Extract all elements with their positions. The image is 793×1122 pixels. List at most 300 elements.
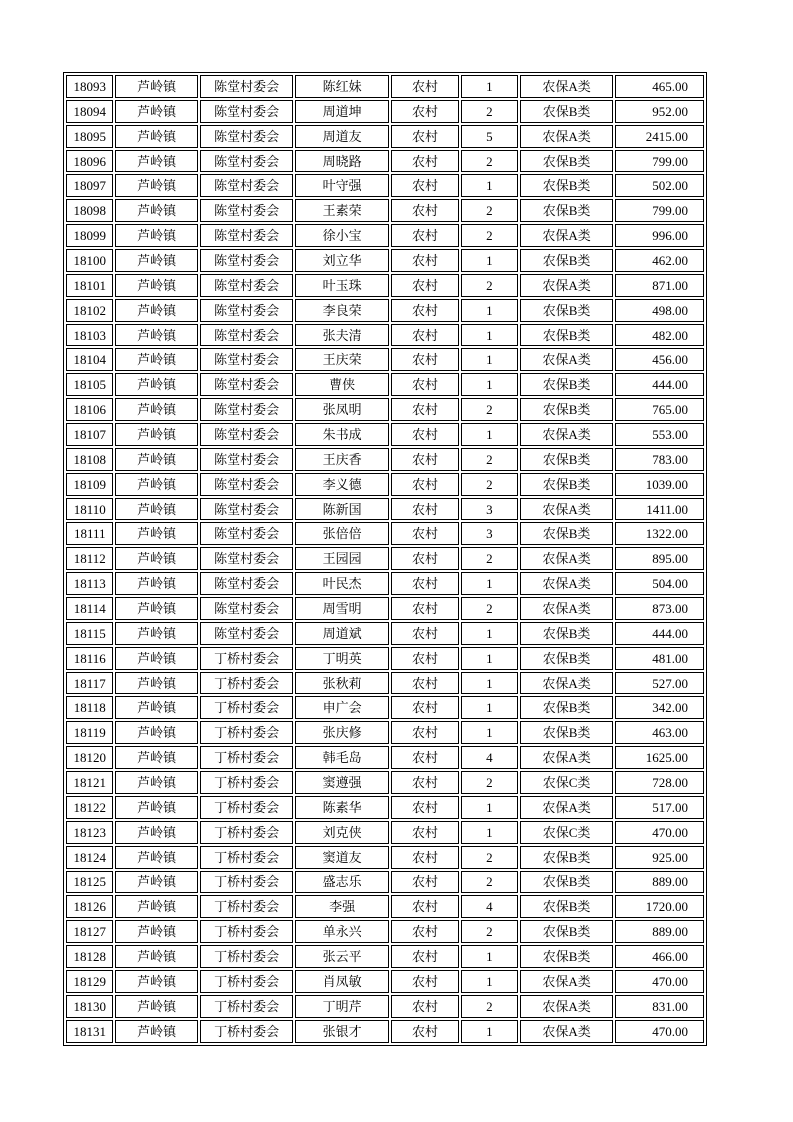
cell-amount: 895.00 (615, 547, 704, 570)
cell-insurance-category: 农保A类 (520, 498, 614, 521)
table-row (66, 1020, 704, 1043)
cell-name: 丁明芹 (295, 995, 389, 1018)
cell-serial-no: 18122 (66, 796, 113, 819)
cell-residence-type: 农村 (391, 871, 459, 894)
cell-town: 芦岭镇 (115, 224, 197, 247)
cell-town: 芦岭镇 (115, 423, 197, 446)
cell-amount: 466.00 (615, 945, 704, 968)
cell-insurance-category: 农保B类 (520, 647, 614, 670)
cell-insurance-category: 农保B类 (520, 696, 614, 719)
cell-insurance-category: 农保A类 (520, 995, 614, 1018)
table-row (66, 746, 704, 769)
cell-name: 刘立华 (295, 249, 389, 272)
cell-amount: 470.00 (615, 970, 704, 993)
cell-insurance-category: 农保A类 (520, 274, 614, 297)
cell-insurance-category: 农保B类 (520, 324, 614, 347)
cell-village-committee: 丁桥村委会 (200, 1020, 294, 1043)
cell-name: 朱书成 (295, 423, 389, 446)
cell-insurance-category: 农保B类 (520, 945, 614, 968)
cell-serial-no: 18125 (66, 871, 113, 894)
table-row (66, 125, 704, 148)
cell-town: 芦岭镇 (115, 274, 197, 297)
cell-village-committee: 陈堂村委会 (200, 348, 294, 371)
cell-person-count: 1 (461, 75, 518, 98)
cell-insurance-category: 农保B类 (520, 100, 614, 123)
cell-residence-type: 农村 (391, 721, 459, 744)
cell-town: 芦岭镇 (115, 522, 197, 545)
cell-name: 王庆荣 (295, 348, 389, 371)
table-row (66, 473, 704, 496)
cell-residence-type: 农村 (391, 696, 459, 719)
cell-insurance-category: 农保A类 (520, 224, 614, 247)
cell-amount: 527.00 (615, 672, 704, 695)
cell-village-committee: 陈堂村委会 (200, 224, 294, 247)
cell-amount: 1411.00 (615, 498, 704, 521)
cell-person-count: 2 (461, 547, 518, 570)
cell-town: 芦岭镇 (115, 249, 197, 272)
cell-person-count: 2 (461, 920, 518, 943)
cell-residence-type: 农村 (391, 647, 459, 670)
cell-insurance-category: 农保A类 (520, 970, 614, 993)
cell-town: 芦岭镇 (115, 199, 197, 222)
cell-town: 芦岭镇 (115, 672, 197, 695)
cell-insurance-category: 农保A类 (520, 572, 614, 595)
cell-insurance-category: 农保B类 (520, 398, 614, 421)
cell-town: 芦岭镇 (115, 547, 197, 570)
cell-village-committee: 陈堂村委会 (200, 597, 294, 620)
cell-village-committee: 丁桥村委会 (200, 771, 294, 794)
cell-person-count: 1 (461, 174, 518, 197)
cell-amount: 470.00 (615, 1020, 704, 1043)
cell-village-committee: 丁桥村委会 (200, 995, 294, 1018)
cell-serial-no: 18131 (66, 1020, 113, 1043)
cell-name: 张凤明 (295, 398, 389, 421)
cell-name: 曹侠 (295, 373, 389, 396)
cell-person-count: 1 (461, 647, 518, 670)
cell-town: 芦岭镇 (115, 871, 197, 894)
cell-amount: 482.00 (615, 324, 704, 347)
cell-amount: 799.00 (615, 150, 704, 173)
cell-person-count: 2 (461, 473, 518, 496)
cell-village-committee: 陈堂村委会 (200, 150, 294, 173)
table-row (66, 672, 704, 695)
cell-person-count: 1 (461, 970, 518, 993)
cell-town: 芦岭镇 (115, 299, 197, 322)
cell-serial-no: 18130 (66, 995, 113, 1018)
cell-name: 周雪明 (295, 597, 389, 620)
cell-serial-no: 18129 (66, 970, 113, 993)
cell-residence-type: 农村 (391, 995, 459, 1018)
cell-residence-type: 农村 (391, 150, 459, 173)
cell-person-count: 2 (461, 871, 518, 894)
cell-name: 王素荣 (295, 199, 389, 222)
cell-name: 李义德 (295, 473, 389, 496)
cell-residence-type: 农村 (391, 299, 459, 322)
cell-serial-no: 18111 (66, 522, 113, 545)
cell-insurance-category: 农保B类 (520, 373, 614, 396)
cell-town: 芦岭镇 (115, 75, 197, 98)
cell-serial-no: 18114 (66, 597, 113, 620)
table-body (66, 75, 704, 1043)
cell-serial-no: 18115 (66, 622, 113, 645)
table-row (66, 274, 704, 297)
cell-residence-type: 农村 (391, 423, 459, 446)
cell-insurance-category: 农保B类 (520, 895, 614, 918)
cell-residence-type: 农村 (391, 224, 459, 247)
cell-serial-no: 18127 (66, 920, 113, 943)
cell-person-count: 2 (461, 398, 518, 421)
cell-amount: 765.00 (615, 398, 704, 421)
cell-serial-no: 18097 (66, 174, 113, 197)
table-row (66, 324, 704, 347)
cell-person-count: 2 (461, 199, 518, 222)
cell-residence-type: 农村 (391, 672, 459, 695)
cell-serial-no: 18099 (66, 224, 113, 247)
cell-person-count: 4 (461, 746, 518, 769)
cell-residence-type: 农村 (391, 249, 459, 272)
cell-insurance-category: 农保A类 (520, 796, 614, 819)
cell-amount: 462.00 (615, 249, 704, 272)
cell-serial-no: 18113 (66, 572, 113, 595)
table-row (66, 945, 704, 968)
cell-person-count: 1 (461, 721, 518, 744)
cell-name: 陈红妹 (295, 75, 389, 98)
cell-person-count: 1 (461, 696, 518, 719)
cell-person-count: 2 (461, 995, 518, 1018)
cell-insurance-category: 农保B类 (520, 920, 614, 943)
table-row (66, 622, 704, 645)
table-row (66, 796, 704, 819)
cell-village-committee: 陈堂村委会 (200, 125, 294, 148)
cell-village-committee: 陈堂村委会 (200, 448, 294, 471)
cell-village-committee: 陈堂村委会 (200, 423, 294, 446)
cell-amount: 504.00 (615, 572, 704, 595)
cell-insurance-category: 农保B类 (520, 871, 614, 894)
cell-person-count: 1 (461, 348, 518, 371)
cell-village-committee: 丁桥村委会 (200, 696, 294, 719)
cell-name: 王庆香 (295, 448, 389, 471)
cell-serial-no: 18108 (66, 448, 113, 471)
cell-name: 窦遵强 (295, 771, 389, 794)
cell-insurance-category: 农保B类 (520, 846, 614, 869)
cell-person-count: 2 (461, 846, 518, 869)
table-row (66, 821, 704, 844)
cell-person-count: 1 (461, 572, 518, 595)
cell-amount: 889.00 (615, 871, 704, 894)
cell-person-count: 1 (461, 821, 518, 844)
cell-insurance-category: 农保A类 (520, 746, 614, 769)
cell-residence-type: 农村 (391, 125, 459, 148)
cell-serial-no: 18102 (66, 299, 113, 322)
table-row (66, 199, 704, 222)
cell-insurance-category: 农保B类 (520, 622, 614, 645)
cell-amount: 502.00 (615, 174, 704, 197)
cell-residence-type: 农村 (391, 348, 459, 371)
cell-serial-no: 18095 (66, 125, 113, 148)
cell-amount: 873.00 (615, 597, 704, 620)
cell-name: 李良荣 (295, 299, 389, 322)
cell-amount: 444.00 (615, 373, 704, 396)
cell-amount: 463.00 (615, 721, 704, 744)
cell-name: 单永兴 (295, 920, 389, 943)
cell-residence-type: 农村 (391, 746, 459, 769)
cell-serial-no: 18094 (66, 100, 113, 123)
cell-village-committee: 丁桥村委会 (200, 746, 294, 769)
cell-village-committee: 陈堂村委会 (200, 249, 294, 272)
cell-residence-type: 农村 (391, 498, 459, 521)
cell-village-committee: 陈堂村委会 (200, 498, 294, 521)
cell-serial-no: 18103 (66, 324, 113, 347)
cell-amount: 444.00 (615, 622, 704, 645)
cell-serial-no: 18118 (66, 696, 113, 719)
table-row (66, 100, 704, 123)
cell-village-committee: 陈堂村委会 (200, 473, 294, 496)
cell-amount: 1039.00 (615, 473, 704, 496)
cell-town: 芦岭镇 (115, 125, 197, 148)
cell-person-count: 1 (461, 299, 518, 322)
table-row (66, 299, 704, 322)
cell-village-committee: 丁桥村委会 (200, 721, 294, 744)
cell-town: 芦岭镇 (115, 100, 197, 123)
cell-name: 肖凤敏 (295, 970, 389, 993)
cell-insurance-category: 农保B类 (520, 249, 614, 272)
cell-village-committee: 陈堂村委会 (200, 100, 294, 123)
cell-residence-type: 农村 (391, 547, 459, 570)
cell-person-count: 5 (461, 125, 518, 148)
cell-insurance-category: 农保A类 (520, 672, 614, 695)
cell-serial-no: 18110 (66, 498, 113, 521)
table-row (66, 721, 704, 744)
table-row (66, 150, 704, 173)
cell-name: 王园园 (295, 547, 389, 570)
cell-town: 芦岭镇 (115, 324, 197, 347)
cell-insurance-category: 农保B类 (520, 174, 614, 197)
cell-name: 陈新国 (295, 498, 389, 521)
cell-name: 李强 (295, 895, 389, 918)
cell-name: 周道坤 (295, 100, 389, 123)
cell-town: 芦岭镇 (115, 895, 197, 918)
cell-village-committee: 丁桥村委会 (200, 871, 294, 894)
cell-serial-no: 18106 (66, 398, 113, 421)
cell-town: 芦岭镇 (115, 945, 197, 968)
cell-insurance-category: 农保B类 (520, 721, 614, 744)
cell-name: 周道友 (295, 125, 389, 148)
cell-town: 芦岭镇 (115, 920, 197, 943)
cell-insurance-category: 农保B类 (520, 448, 614, 471)
cell-person-count: 2 (461, 771, 518, 794)
cell-village-committee: 陈堂村委会 (200, 373, 294, 396)
cell-village-committee: 丁桥村委会 (200, 945, 294, 968)
cell-name: 张云平 (295, 945, 389, 968)
cell-village-committee: 陈堂村委会 (200, 547, 294, 570)
table-row (66, 373, 704, 396)
table-row (66, 398, 704, 421)
cell-village-committee: 陈堂村委会 (200, 274, 294, 297)
cell-town: 芦岭镇 (115, 150, 197, 173)
cell-name: 周晓路 (295, 150, 389, 173)
cell-amount: 517.00 (615, 796, 704, 819)
cell-person-count: 3 (461, 498, 518, 521)
cell-village-committee: 陈堂村委会 (200, 572, 294, 595)
cell-village-committee: 丁桥村委会 (200, 821, 294, 844)
cell-town: 芦岭镇 (115, 771, 197, 794)
cell-insurance-category: 农保A类 (520, 423, 614, 446)
table-row (66, 597, 704, 620)
cell-town: 芦岭镇 (115, 746, 197, 769)
cell-town: 芦岭镇 (115, 995, 197, 1018)
cell-amount: 925.00 (615, 846, 704, 869)
cell-amount: 342.00 (615, 696, 704, 719)
cell-residence-type: 农村 (391, 895, 459, 918)
table-row (66, 249, 704, 272)
cell-amount: 889.00 (615, 920, 704, 943)
cell-village-committee: 陈堂村委会 (200, 199, 294, 222)
cell-village-committee: 陈堂村委会 (200, 174, 294, 197)
cell-serial-no: 18123 (66, 821, 113, 844)
cell-person-count: 1 (461, 622, 518, 645)
cell-amount: 1322.00 (615, 522, 704, 545)
cell-serial-no: 18104 (66, 348, 113, 371)
cell-amount: 2415.00 (615, 125, 704, 148)
cell-insurance-category: 农保A类 (520, 348, 614, 371)
table-row (66, 224, 704, 247)
cell-residence-type: 农村 (391, 597, 459, 620)
cell-insurance-category: 农保C类 (520, 771, 614, 794)
cell-person-count: 2 (461, 224, 518, 247)
cell-residence-type: 农村 (391, 622, 459, 645)
table-row (66, 423, 704, 446)
cell-residence-type: 农村 (391, 1020, 459, 1043)
cell-person-count: 2 (461, 274, 518, 297)
cell-residence-type: 农村 (391, 796, 459, 819)
cell-person-count: 1 (461, 324, 518, 347)
cell-village-committee: 陈堂村委会 (200, 324, 294, 347)
cell-name: 叶守强 (295, 174, 389, 197)
cell-serial-no: 18105 (66, 373, 113, 396)
cell-person-count: 1 (461, 373, 518, 396)
cell-village-committee: 丁桥村委会 (200, 846, 294, 869)
table-row (66, 448, 704, 471)
cell-residence-type: 农村 (391, 324, 459, 347)
cell-town: 芦岭镇 (115, 696, 197, 719)
cell-person-count: 1 (461, 796, 518, 819)
cell-village-committee: 丁桥村委会 (200, 672, 294, 695)
cell-name: 周道斌 (295, 622, 389, 645)
cell-amount: 470.00 (615, 821, 704, 844)
cell-name: 叶玉珠 (295, 274, 389, 297)
cell-village-committee: 陈堂村委会 (200, 522, 294, 545)
cell-serial-no: 18100 (66, 249, 113, 272)
cell-serial-no: 18109 (66, 473, 113, 496)
cell-residence-type: 农村 (391, 920, 459, 943)
cell-residence-type: 农村 (391, 970, 459, 993)
table-row (66, 920, 704, 943)
cell-town: 芦岭镇 (115, 821, 197, 844)
cell-village-committee: 陈堂村委会 (200, 622, 294, 645)
cell-amount: 831.00 (615, 995, 704, 1018)
cell-amount: 799.00 (615, 199, 704, 222)
cell-residence-type: 农村 (391, 821, 459, 844)
cell-serial-no: 18116 (66, 647, 113, 670)
cell-insurance-category: 农保B类 (520, 299, 614, 322)
cell-person-count: 2 (461, 150, 518, 173)
insurance-roster-table (63, 72, 707, 1046)
table-row (66, 174, 704, 197)
cell-insurance-category: 农保B类 (520, 522, 614, 545)
cell-town: 芦岭镇 (115, 174, 197, 197)
cell-town: 芦岭镇 (115, 373, 197, 396)
cell-amount: 952.00 (615, 100, 704, 123)
cell-insurance-category: 农保A类 (520, 1020, 614, 1043)
cell-residence-type: 农村 (391, 274, 459, 297)
cell-insurance-category: 农保A类 (520, 547, 614, 570)
cell-insurance-category: 农保B类 (520, 199, 614, 222)
cell-insurance-category: 农保A类 (520, 597, 614, 620)
cell-town: 芦岭镇 (115, 398, 197, 421)
cell-name: 张夫清 (295, 324, 389, 347)
cell-person-count: 3 (461, 522, 518, 545)
cell-serial-no: 18128 (66, 945, 113, 968)
cell-town: 芦岭镇 (115, 622, 197, 645)
cell-amount: 465.00 (615, 75, 704, 98)
cell-insurance-category: 农保B类 (520, 150, 614, 173)
cell-person-count: 1 (461, 423, 518, 446)
cell-town: 芦岭镇 (115, 498, 197, 521)
cell-village-committee: 丁桥村委会 (200, 970, 294, 993)
cell-village-committee: 丁桥村委会 (200, 895, 294, 918)
cell-village-committee: 陈堂村委会 (200, 299, 294, 322)
cell-town: 芦岭镇 (115, 572, 197, 595)
table-row (66, 696, 704, 719)
cell-amount: 871.00 (615, 274, 704, 297)
cell-serial-no: 18107 (66, 423, 113, 446)
cell-insurance-category: 农保B类 (520, 473, 614, 496)
cell-village-committee: 陈堂村委会 (200, 75, 294, 98)
cell-name: 申广会 (295, 696, 389, 719)
cell-village-committee: 丁桥村委会 (200, 796, 294, 819)
cell-name: 刘克侠 (295, 821, 389, 844)
cell-amount: 498.00 (615, 299, 704, 322)
cell-town: 芦岭镇 (115, 721, 197, 744)
cell-serial-no: 18120 (66, 746, 113, 769)
cell-residence-type: 农村 (391, 174, 459, 197)
cell-amount: 1625.00 (615, 746, 704, 769)
cell-insurance-category: 农保C类 (520, 821, 614, 844)
cell-amount: 728.00 (615, 771, 704, 794)
table-row (66, 647, 704, 670)
cell-town: 芦岭镇 (115, 597, 197, 620)
cell-serial-no: 18124 (66, 846, 113, 869)
cell-residence-type: 农村 (391, 572, 459, 595)
cell-village-committee: 丁桥村委会 (200, 647, 294, 670)
table-row (66, 771, 704, 794)
cell-name: 张秋莉 (295, 672, 389, 695)
cell-town: 芦岭镇 (115, 1020, 197, 1043)
cell-serial-no: 18119 (66, 721, 113, 744)
cell-residence-type: 农村 (391, 373, 459, 396)
cell-town: 芦岭镇 (115, 796, 197, 819)
cell-amount: 1720.00 (615, 895, 704, 918)
table-row (66, 498, 704, 521)
table-row (66, 871, 704, 894)
table-row (66, 522, 704, 545)
cell-town: 芦岭镇 (115, 348, 197, 371)
cell-town: 芦岭镇 (115, 473, 197, 496)
cell-residence-type: 农村 (391, 100, 459, 123)
cell-residence-type: 农村 (391, 846, 459, 869)
cell-insurance-category: 农保A类 (520, 75, 614, 98)
cell-amount: 553.00 (615, 423, 704, 446)
